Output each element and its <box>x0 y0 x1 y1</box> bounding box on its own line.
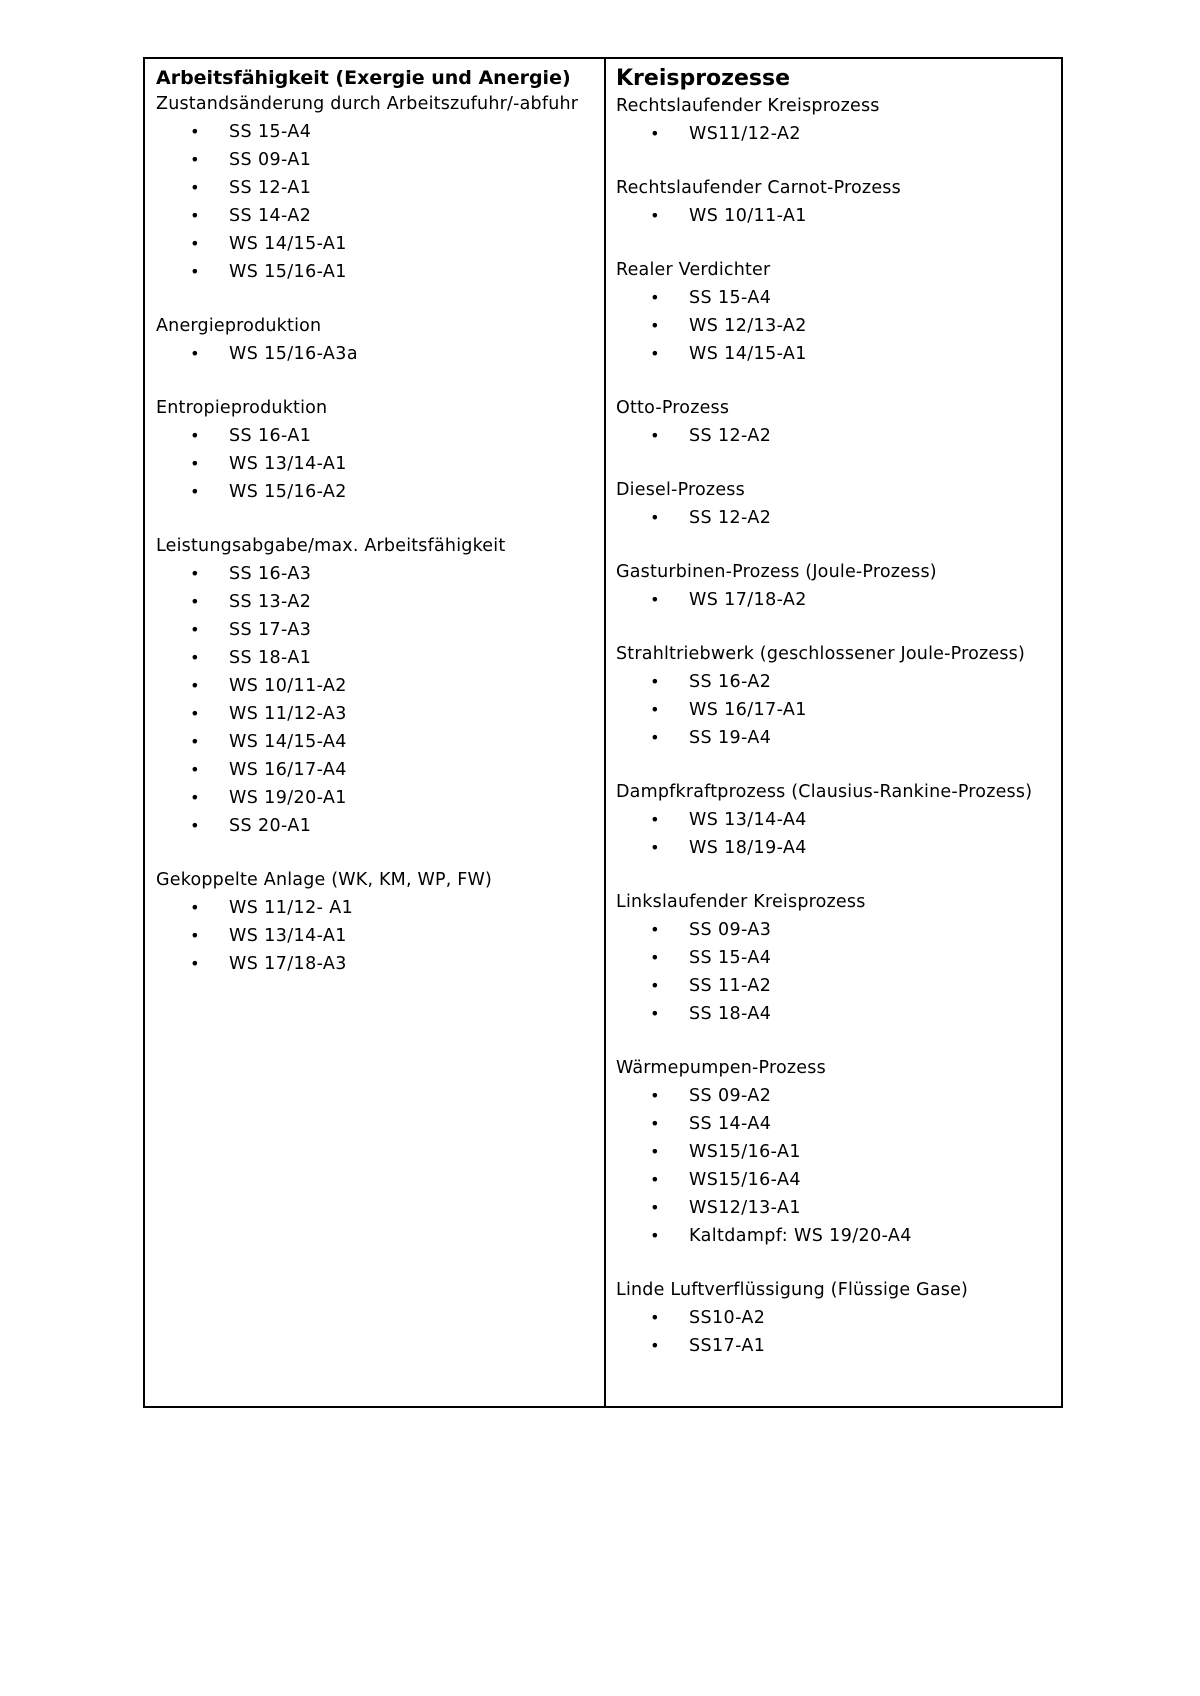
exam-task-label: WS 14/15-A1 <box>689 344 807 364</box>
topic-section <box>616 641 1051 752</box>
right-sections <box>616 93 1051 1360</box>
bullet-icon: • <box>650 1086 660 1105</box>
bullet-icon: • <box>190 482 200 501</box>
bullet-icon: • <box>190 732 200 751</box>
section-title: Gekoppelte Anlage (WK, KM, WP, FW) <box>156 870 493 890</box>
exam-task-label: WS 19/20-A1 <box>229 788 347 808</box>
exam-task-label: SS 11-A2 <box>689 976 772 996</box>
exam-task-item <box>650 504 1051 532</box>
right-column <box>606 59 1061 1406</box>
exam-task-item <box>190 812 594 840</box>
exam-task-label: SS 12-A2 <box>689 426 772 446</box>
exam-task-item <box>190 672 594 700</box>
bullet-icon: • <box>650 920 660 939</box>
section-title: Strahltriebwerk (geschlossener Joule-Prozess) <box>616 644 1026 664</box>
exam-task-label: WS 10/11-A1 <box>689 206 807 226</box>
bullet-icon: • <box>650 1308 660 1327</box>
exam-task-item <box>650 724 1051 752</box>
section-title: Rechtslaufender Carnot-Prozess <box>616 178 901 198</box>
bullet-icon: • <box>650 810 660 829</box>
exam-task-label: SS 09-A1 <box>229 150 312 170</box>
exam-task-label: WS 15/16-A2 <box>229 482 347 502</box>
exam-task-list <box>616 120 1051 148</box>
exam-task-item <box>650 1138 1051 1166</box>
exam-task-list <box>616 284 1051 368</box>
exam-task-label: SS 16-A1 <box>229 426 312 446</box>
exam-task-item <box>650 340 1051 368</box>
bullet-icon: • <box>190 454 200 473</box>
bullet-icon: • <box>650 1170 660 1189</box>
exam-task-item <box>650 312 1051 340</box>
exam-task-item <box>190 230 594 258</box>
bullet-icon: • <box>650 838 660 857</box>
exam-task-label: WS 13/14-A1 <box>229 454 347 474</box>
bullet-icon: • <box>650 426 660 445</box>
exam-task-item <box>190 202 594 230</box>
exam-task-label: WS 17/18-A2 <box>689 590 807 610</box>
exam-task-item <box>190 644 594 672</box>
exam-task-item <box>190 340 594 368</box>
bullet-icon: • <box>190 898 200 917</box>
exam-task-item <box>190 560 594 588</box>
exam-task-item <box>650 422 1051 450</box>
exam-task-list <box>156 118 594 286</box>
bullet-icon: • <box>650 1198 660 1217</box>
bullet-icon: • <box>190 122 200 141</box>
exam-task-label: WS 10/11-A2 <box>229 676 347 696</box>
topic-section <box>616 477 1051 532</box>
left-column-title: Arbeitsfähigkeit (Exergie und Anergie) <box>156 67 571 89</box>
section-title: Gasturbinen-Prozess (Joule-Prozess) <box>616 562 937 582</box>
exam-task-item <box>190 450 594 478</box>
section-title: Rechtslaufender Kreisprozess <box>616 96 880 116</box>
bullet-icon: • <box>650 316 660 335</box>
exam-task-label: WS 17/18-A3 <box>229 954 347 974</box>
section-title: Linkslaufender Kreisprozess <box>616 892 866 912</box>
bullet-icon: • <box>650 976 660 995</box>
bullet-icon: • <box>650 1142 660 1161</box>
section-title: Dampfkraftprozess (Clausius-Rankine-Prozess) <box>616 782 1033 802</box>
exam-task-list <box>616 668 1051 752</box>
topic-section <box>616 175 1051 230</box>
exam-task-label: WS11/12-A2 <box>689 124 801 144</box>
exam-task-item <box>190 894 594 922</box>
bullet-icon: • <box>190 676 200 695</box>
bullet-icon: • <box>190 564 200 583</box>
exam-task-item <box>190 174 594 202</box>
exam-task-list <box>156 894 594 978</box>
bullet-icon: • <box>190 788 200 807</box>
bullet-icon: • <box>190 926 200 945</box>
exam-task-list <box>616 422 1051 450</box>
section-title: Wärmepumpen-Prozess <box>616 1058 826 1078</box>
exam-task-label: SS 13-A2 <box>229 592 312 612</box>
exam-task-label: SS 09-A2 <box>689 1086 772 1106</box>
exam-task-label: SS 16-A2 <box>689 672 772 692</box>
bullet-icon: • <box>190 648 200 667</box>
bullet-icon: • <box>190 954 200 973</box>
topic-section <box>156 91 594 286</box>
exam-task-label: SS 09-A3 <box>689 920 772 940</box>
exam-task-label: WS 12/13-A2 <box>689 316 807 336</box>
topic-section <box>616 93 1051 148</box>
exam-task-item <box>190 146 594 174</box>
bullet-icon: • <box>650 508 660 527</box>
exam-task-label: Kaltdampf: WS 19/20-A4 <box>689 1226 912 1246</box>
bullet-icon: • <box>650 344 660 363</box>
exam-task-item <box>650 1166 1051 1194</box>
bullet-icon: • <box>190 150 200 169</box>
exam-task-item <box>190 422 594 450</box>
exam-task-label: SS 17-A3 <box>229 620 312 640</box>
exam-task-list <box>156 340 594 368</box>
section-title: Entropieproduktion <box>156 398 328 418</box>
exam-task-label: WS 16/17-A4 <box>229 760 347 780</box>
bullet-icon: • <box>190 704 200 723</box>
topic-section <box>616 779 1051 862</box>
exam-task-item <box>650 284 1051 312</box>
bullet-icon: • <box>650 124 660 143</box>
bullet-icon: • <box>190 426 200 445</box>
topic-table <box>143 57 1063 1408</box>
left-column <box>145 59 606 1406</box>
exam-task-item <box>190 922 594 950</box>
bullet-icon: • <box>650 288 660 307</box>
exam-task-label: WS 14/15-A1 <box>229 234 347 254</box>
topic-section <box>156 395 594 506</box>
exam-task-label: SS 12-A2 <box>689 508 772 528</box>
exam-task-item <box>650 668 1051 696</box>
bullet-icon: • <box>650 590 660 609</box>
exam-task-label: WS 15/16-A1 <box>229 262 347 282</box>
exam-task-item <box>650 806 1051 834</box>
exam-task-item <box>650 916 1051 944</box>
exam-task-item <box>650 1194 1051 1222</box>
exam-task-item <box>650 1000 1051 1028</box>
exam-task-label: SS 15-A4 <box>689 948 772 968</box>
exam-task-label: SS 15-A4 <box>229 122 312 142</box>
bullet-icon: • <box>650 700 660 719</box>
exam-task-item <box>650 120 1051 148</box>
exam-task-label: SS 14-A4 <box>689 1114 772 1134</box>
exam-task-item <box>650 1332 1051 1360</box>
exam-task-label: WS12/13-A1 <box>689 1198 801 1218</box>
exam-task-item <box>650 1082 1051 1110</box>
exam-task-label: WS 13/14-A4 <box>689 810 807 830</box>
exam-task-label: SS 12-A1 <box>229 178 312 198</box>
topic-section <box>616 395 1051 450</box>
topic-section <box>156 867 594 978</box>
exam-task-label: SS 15-A4 <box>689 288 772 308</box>
exam-task-label: WS 13/14-A1 <box>229 926 347 946</box>
bullet-icon: • <box>190 620 200 639</box>
exam-task-list <box>616 202 1051 230</box>
exam-task-item <box>650 1110 1051 1138</box>
bullet-icon: • <box>190 760 200 779</box>
exam-task-list <box>616 1304 1051 1360</box>
exam-task-list <box>616 806 1051 862</box>
exam-task-item <box>650 586 1051 614</box>
bullet-icon: • <box>190 206 200 225</box>
exam-task-item <box>190 118 594 146</box>
topic-section <box>156 533 594 840</box>
exam-task-list <box>616 504 1051 532</box>
exam-task-label: WS 14/15-A4 <box>229 732 347 752</box>
exam-task-list <box>156 422 594 506</box>
exam-task-label: SS 14-A2 <box>229 206 312 226</box>
bullet-icon: • <box>650 672 660 691</box>
exam-task-item <box>650 972 1051 1000</box>
exam-task-label: WS 16/17-A1 <box>689 700 807 720</box>
exam-task-label: SS10-A2 <box>689 1308 766 1328</box>
section-title: Leistungsabgabe/max. Arbeitsfähigkeit <box>156 536 506 556</box>
exam-task-list <box>616 586 1051 614</box>
bullet-icon: • <box>650 728 660 747</box>
section-title: Anergieproduktion <box>156 316 322 336</box>
bullet-icon: • <box>650 1004 660 1023</box>
exam-task-label: WS 11/12- A1 <box>229 898 354 918</box>
bullet-icon: • <box>190 344 200 363</box>
topic-section <box>156 313 594 368</box>
exam-task-item <box>190 616 594 644</box>
exam-task-list <box>616 916 1051 1028</box>
exam-task-label: SS 18-A4 <box>689 1004 772 1024</box>
exam-task-label: WS 15/16-A3a <box>229 344 358 364</box>
exam-task-item <box>190 756 594 784</box>
bullet-icon: • <box>190 262 200 281</box>
exam-task-item <box>650 944 1051 972</box>
exam-task-label: WS 18/19-A4 <box>689 838 807 858</box>
exam-task-label: SS 16-A3 <box>229 564 312 584</box>
exam-task-list <box>156 560 594 840</box>
exam-task-label: WS15/16-A1 <box>689 1142 801 1162</box>
topic-section <box>616 1277 1051 1360</box>
exam-task-label: SS17-A1 <box>689 1336 766 1356</box>
exam-task-label: WS15/16-A4 <box>689 1170 801 1190</box>
section-title: Zustandsänderung durch Arbeitszufuhr/-abfuhr <box>156 94 579 114</box>
exam-task-item <box>190 784 594 812</box>
bullet-icon: • <box>650 948 660 967</box>
exam-task-item <box>650 834 1051 862</box>
topic-section <box>616 889 1051 1028</box>
exam-task-label: WS 11/12-A3 <box>229 704 347 724</box>
exam-task-item <box>190 950 594 978</box>
exam-task-label: SS 20-A1 <box>229 816 312 836</box>
exam-task-item <box>190 478 594 506</box>
bullet-icon: • <box>190 234 200 253</box>
section-title: Realer Verdichter <box>616 260 771 280</box>
topic-section <box>616 1055 1051 1250</box>
section-title: Diesel-Prozess <box>616 480 745 500</box>
section-title: Linde Luftverflüssigung (Flüssige Gase) <box>616 1280 969 1300</box>
bullet-icon: • <box>650 206 660 225</box>
bullet-icon: • <box>650 1114 660 1133</box>
bullet-icon: • <box>650 1336 660 1355</box>
left-sections <box>156 91 594 978</box>
exam-task-item <box>190 728 594 756</box>
exam-task-list <box>616 1082 1051 1250</box>
bullet-icon: • <box>190 178 200 197</box>
topic-section <box>616 559 1051 614</box>
bullet-icon: • <box>190 816 200 835</box>
bullet-icon: • <box>190 592 200 611</box>
exam-task-item <box>650 1222 1051 1250</box>
exam-task-label: SS 19-A4 <box>689 728 772 748</box>
exam-task-label: SS 18-A1 <box>229 648 312 668</box>
exam-task-item <box>190 258 594 286</box>
bullet-icon: • <box>650 1226 660 1245</box>
right-column-title: Kreisprozesse <box>616 66 791 91</box>
exam-task-item <box>650 202 1051 230</box>
exam-task-item <box>650 696 1051 724</box>
section-title: Otto-Prozess <box>616 398 730 418</box>
exam-task-item <box>650 1304 1051 1332</box>
topic-section <box>616 257 1051 368</box>
exam-task-item <box>190 588 594 616</box>
exam-task-item <box>190 700 594 728</box>
